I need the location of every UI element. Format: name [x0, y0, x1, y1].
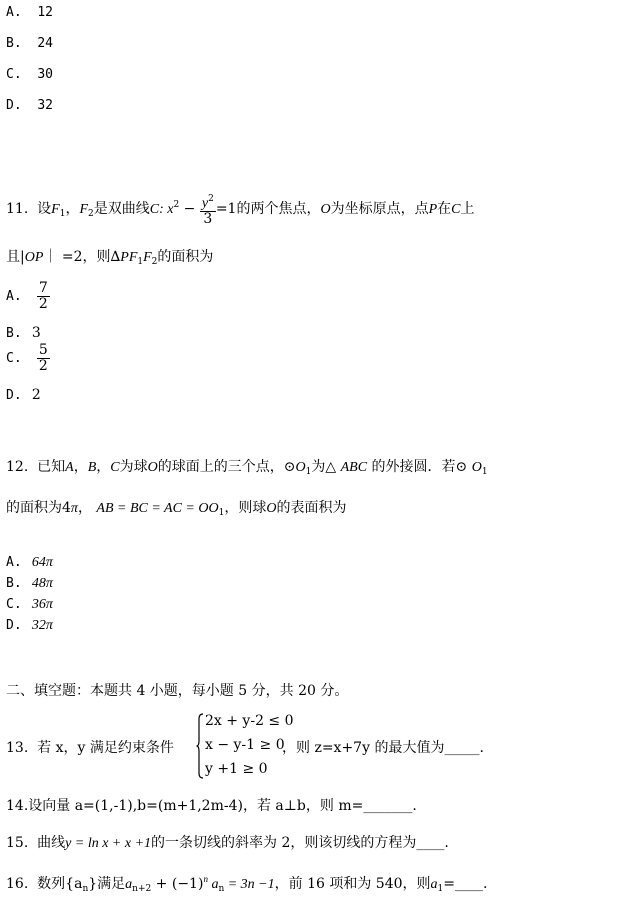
- fraction-numerator: 5: [38, 342, 48, 358]
- constraint-3: y +1 ≥ 0: [205, 761, 268, 777]
- q12-option-d: [6, 614, 53, 634]
- section-heading: 二、填空题：本题共 4 小题，每小题 5 分，共 20 分。: [6, 683, 349, 699]
- math-sub: 2: [151, 257, 158, 267]
- math-var: a: [125, 877, 133, 892]
- q11-text: ｜ =2，则∆: [43, 249, 121, 265]
- q11-line-1: [6, 188, 475, 231]
- option-value: 36π: [31, 597, 53, 612]
- math-var: OP: [24, 250, 44, 265]
- q16-text: ，前 16 项和为 540，则: [274, 876, 431, 892]
- q11-text: 上: [460, 201, 475, 217]
- math-sup: n: [203, 874, 208, 884]
- question-number: 15.: [6, 835, 29, 851]
- math-expr: {a: [65, 876, 83, 892]
- option-letter: A.: [6, 5, 22, 20]
- math-sup: 2: [173, 200, 180, 210]
- option-letter: C.: [6, 597, 22, 612]
- math-var: O: [147, 460, 158, 475]
- math-expr: = 3n −1: [224, 877, 275, 892]
- fraction-numerator: y: [201, 195, 209, 211]
- math-sub: n: [218, 884, 225, 894]
- math-var: F: [51, 202, 60, 217]
- option-value: 2: [31, 387, 41, 403]
- math-sub: 1: [481, 467, 488, 477]
- fraction: [200, 192, 216, 227]
- option-value: 24: [37, 36, 53, 51]
- option-letter: B.: [6, 36, 22, 51]
- math-op: −: [179, 201, 200, 217]
- q10-option-a: [6, 5, 53, 20]
- brace-icon: [196, 713, 204, 779]
- math-expr: }: [88, 876, 98, 892]
- q11-option-c: [6, 343, 50, 374]
- question-number: 13.: [6, 740, 29, 756]
- question-number: 11.: [6, 201, 29, 217]
- question-number: 16.: [6, 876, 29, 892]
- q12-line-1: [6, 456, 488, 477]
- q12-line-2: [6, 497, 346, 518]
- math-var: O: [320, 202, 331, 217]
- fraction-denominator: 3: [203, 210, 213, 227]
- option-value: 3: [31, 325, 41, 341]
- q12-text: 已知: [37, 459, 66, 475]
- option-letter: A.: [6, 289, 22, 304]
- math-sub: 2: [88, 209, 94, 219]
- q10-option-c: [6, 67, 53, 82]
- q11-text: 为坐标原点，点: [330, 201, 429, 217]
- option-value: 32π: [31, 618, 53, 633]
- math-var: O: [295, 460, 306, 475]
- option-letter: D.: [6, 618, 22, 633]
- constraint-2: x − y-1 ≥ 0: [205, 737, 285, 753]
- math-expr: y = ln x + x +1: [65, 836, 152, 851]
- option-value: 30: [37, 67, 53, 82]
- option-letter: C.: [6, 67, 22, 82]
- math-var: O: [471, 460, 482, 475]
- constraint-1: 2x + y-2 ≤ 0: [205, 713, 294, 729]
- fraction-denominator: 2: [38, 296, 48, 312]
- q11-text: 的面积为: [157, 249, 214, 265]
- math-var: a: [207, 877, 219, 892]
- fraction-denominator: 2: [38, 358, 48, 374]
- math-sub: 1: [218, 508, 225, 518]
- math-var: a: [430, 877, 438, 892]
- math-var: C: [149, 202, 160, 217]
- option-letter: A.: [6, 555, 22, 570]
- question-number: 12.: [6, 459, 29, 475]
- math-sub: n+2: [132, 884, 152, 894]
- q12-text: ，则球: [224, 500, 267, 516]
- q12-text: 为△: [311, 459, 337, 475]
- math-expr: AB = BC = AC = OO: [96, 501, 219, 516]
- q16-line: [6, 873, 487, 894]
- q15-line: [6, 832, 449, 852]
- q10-option-b: [6, 36, 53, 51]
- math-sub: n: [82, 884, 89, 894]
- math-expr: : x: [159, 202, 174, 217]
- q16-text: 数列: [37, 876, 66, 892]
- q10-option-d: [6, 98, 53, 113]
- math-sub: 1: [137, 257, 144, 267]
- punct: ，: [65, 201, 80, 217]
- option-value: 48π: [31, 576, 53, 591]
- math-var: PF: [120, 250, 138, 265]
- q12-text: 的表面积为: [276, 500, 347, 516]
- option-value: 32: [37, 98, 53, 113]
- q14-text: 14.设向量 a=(1,-1),b=(m+1,2m-4)，若 a⊥b，则 m=_______.: [6, 798, 417, 814]
- q13-text: 若 x，y 满足约束条件: [37, 740, 174, 756]
- math-var: F: [79, 202, 89, 217]
- q11-text: 在: [437, 201, 452, 217]
- fraction: [37, 281, 50, 312]
- q11-text: 且|: [6, 249, 25, 265]
- math-var: O: [266, 501, 277, 516]
- q13-text-before: [6, 737, 174, 757]
- q16-text: 满足: [97, 876, 126, 892]
- option-letter: B.: [6, 326, 22, 341]
- q12-option-b: [6, 572, 53, 592]
- punct: ，: [96, 459, 111, 475]
- q12-text: 的球面上的三个点，⊙: [157, 459, 296, 475]
- q12-text: 为球: [119, 459, 148, 475]
- math-sub: 1: [305, 467, 312, 477]
- q11-line-2: [6, 246, 213, 267]
- math-var: ABC: [340, 460, 368, 475]
- q11-text: 的两个焦点，: [236, 201, 321, 217]
- fraction: [37, 343, 50, 374]
- math-expr: + (−1): [151, 876, 204, 892]
- math-sup: 2: [208, 193, 214, 204]
- option-letter: B.: [6, 576, 22, 591]
- math-var: F: [143, 250, 152, 265]
- math-var: A: [65, 460, 74, 475]
- math-var: π: [70, 501, 78, 516]
- q11-option-d: [6, 384, 41, 403]
- math-op: =1: [215, 201, 237, 217]
- punct: ，: [73, 459, 88, 475]
- option-value: 64π: [31, 555, 53, 570]
- q11-option-b: [6, 322, 41, 341]
- math-var: B: [87, 460, 97, 475]
- option-value: 12: [37, 5, 53, 20]
- q16-text: =____.: [443, 876, 488, 892]
- q12-text: 的外接圆．若⊙: [371, 459, 468, 475]
- q12-option-c: [6, 593, 53, 613]
- q15-text: 曲线: [37, 835, 66, 851]
- q15-text: 的一条切线的斜率为 2，则该切线的方程为____.: [151, 835, 449, 851]
- q11-text: 设: [37, 201, 52, 217]
- option-letter: C.: [6, 351, 22, 366]
- q13-text-after: ，则 z=x+7y 的最大值为_____.: [282, 740, 484, 756]
- math-var: C: [110, 460, 120, 475]
- q12-text: 的面积为4: [6, 500, 71, 516]
- q11-text: 是双曲线: [93, 201, 150, 217]
- math-var: C: [451, 202, 461, 217]
- math-sub: 1: [437, 884, 444, 894]
- fraction-numerator: 7: [38, 280, 48, 296]
- q11-option-a: [6, 281, 50, 312]
- q12-option-a: [6, 551, 53, 571]
- option-letter: D.: [6, 98, 22, 113]
- punct: ，: [77, 500, 92, 516]
- option-letter: D.: [6, 388, 22, 403]
- math-sub: 1: [59, 209, 66, 219]
- math-var: P: [428, 202, 438, 217]
